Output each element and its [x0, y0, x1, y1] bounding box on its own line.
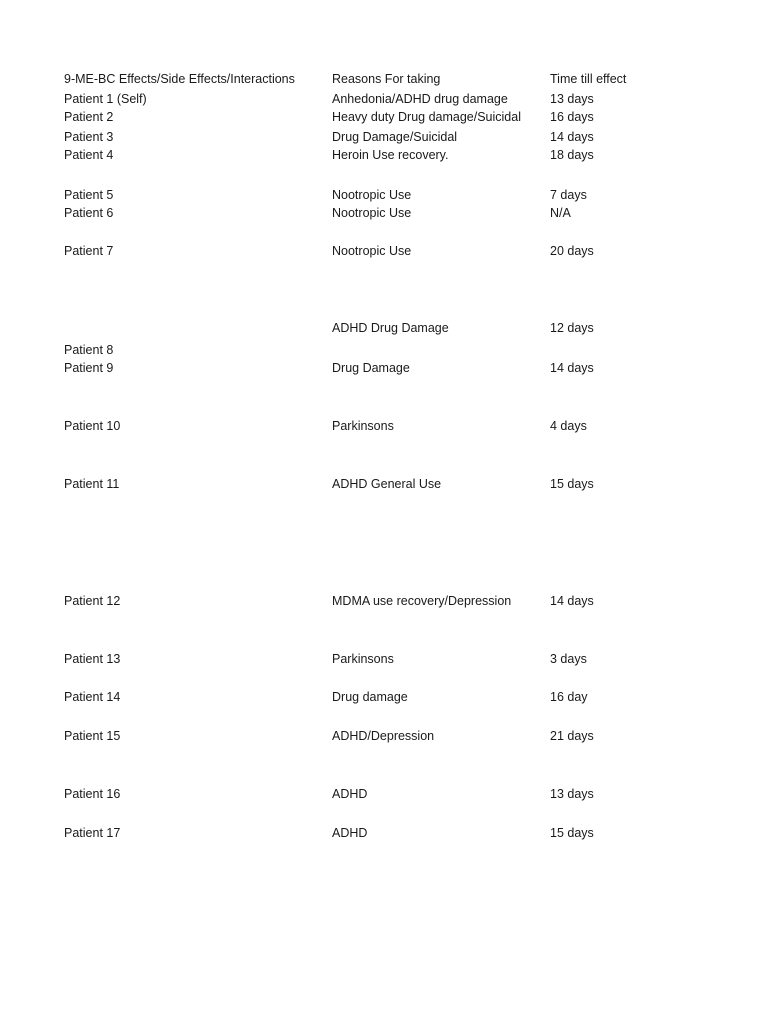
patient-time: N/A [550, 206, 571, 220]
patient-time: 20 days [550, 244, 594, 258]
patient-time: 7 days [550, 188, 587, 202]
patient-reason: Drug damage [332, 690, 408, 704]
patient-reason: Drug Damage/Suicidal [332, 130, 458, 144]
patient-name: Patient 9 [64, 361, 114, 375]
patient-name: Patient 15 [64, 729, 121, 743]
patient-time: 16 day [550, 690, 588, 704]
header-time: Time till effect [550, 72, 627, 86]
patient-time: 13 days [550, 92, 594, 106]
patient-reason: Heavy duty Drug damage/Suicidal [332, 110, 521, 124]
patient-reason: Heroin Use recovery. [332, 148, 449, 162]
patient-name: Patient 13 [64, 652, 121, 666]
patient-reason: ADHD [332, 826, 368, 840]
header-effects: 9-ME-BC Effects/Side Effects/Interactions [64, 72, 295, 86]
patient-reason: Nootropic Use [332, 206, 412, 220]
patient-reason: Nootropic Use [332, 188, 412, 202]
patient-name: Patient 14 [64, 690, 121, 704]
patient-name: Patient 1 (Self) [64, 92, 147, 106]
patient-name: Patient 8 [64, 343, 114, 357]
patient-name: Patient 3 [64, 130, 114, 144]
patient-time: 12 days [550, 321, 594, 335]
patient-reason: ADHD [332, 787, 368, 801]
patient-time: 21 days [550, 729, 594, 743]
patient-time: 15 days [550, 826, 594, 840]
patient-reason: ADHD General Use [332, 477, 442, 491]
patient-name: Patient 17 [64, 826, 121, 840]
patient-reason: ADHD/Depression [332, 729, 435, 743]
patient-reason: Drug Damage [332, 361, 410, 375]
patient-name: Patient 7 [64, 244, 114, 258]
patient-time: 14 days [550, 594, 594, 608]
patient-time: 3 days [550, 652, 587, 666]
patient-reason: Nootropic Use [332, 244, 412, 258]
patient-reason: Anhedonia/ADHD drug damage [332, 92, 508, 106]
header-reasons: Reasons For taking [332, 72, 441, 86]
patient-name: Patient 4 [64, 148, 114, 162]
patient-reason: MDMA use recovery/Depression [332, 594, 512, 608]
patient-time: 13 days [550, 787, 594, 801]
patient-time: 15 days [550, 477, 594, 491]
patient-name: Patient 6 [64, 206, 114, 220]
patient-time: 18 days [550, 148, 594, 162]
patient-name: Patient 11 [64, 477, 120, 491]
patient-reason: Parkinsons [332, 652, 394, 666]
patient-time: 14 days [550, 130, 594, 144]
patient-name: Patient 16 [64, 787, 121, 801]
patient-name: Patient 10 [64, 419, 121, 433]
patient-name: Patient 2 [64, 110, 114, 124]
patient-time: 4 days [550, 419, 587, 433]
patient-time: 14 days [550, 361, 594, 375]
patient-reason: ADHD Drug Damage [332, 321, 449, 335]
patient-name: Patient 5 [64, 188, 114, 202]
patient-time: 16 days [550, 110, 594, 124]
patient-reason: Parkinsons [332, 419, 394, 433]
patient-name: Patient 12 [64, 594, 121, 608]
